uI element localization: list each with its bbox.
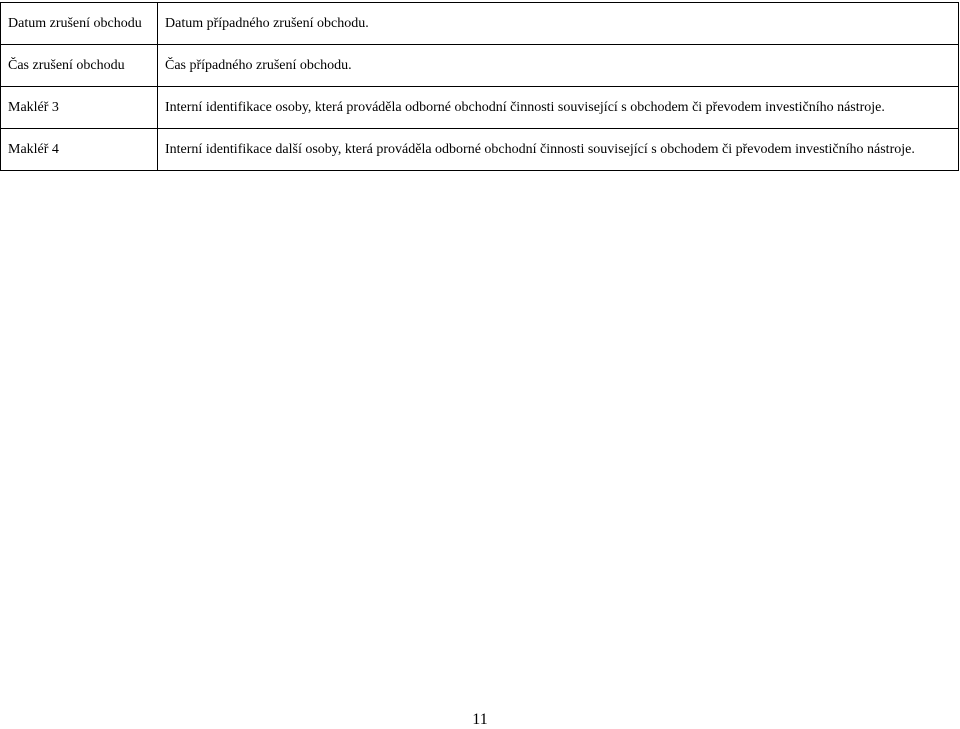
table-row [1, 129, 959, 171]
field-name-cell: Makléř 4 [1, 129, 158, 171]
table-row [1, 45, 959, 87]
field-definition-table [0, 2, 959, 171]
field-name-cell: Makléř 3 [1, 87, 158, 129]
field-description-cell: Datum případného zrušení obchodu. [158, 3, 959, 45]
field-name-cell: Čas zrušení obchodu [1, 45, 158, 87]
field-name-cell: Datum zrušení obchodu [1, 3, 158, 45]
table-row [1, 3, 959, 45]
field-description-cell: Interní identifikace další osoby, která prováděla odborné obchodní činnosti související s obchodem či převodem investičního nástroje. [158, 129, 959, 171]
field-description-cell: Čas případného zrušení obchodu. [158, 45, 959, 87]
field-description-cell: Interní identifikace osoby, která prováděla odborné obchodní činnosti související s obchodem či převodem investičního nástroje. [158, 87, 959, 129]
table-row [1, 87, 959, 129]
page-number: 11 [472, 711, 488, 728]
